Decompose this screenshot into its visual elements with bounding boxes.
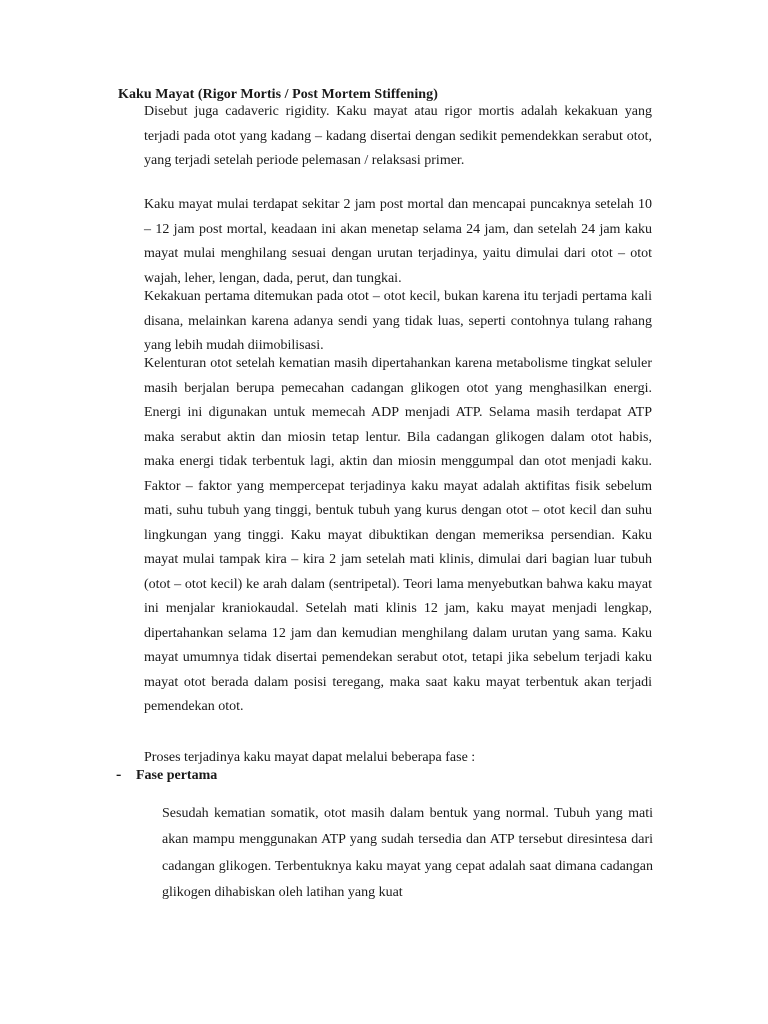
phase-title: Fase pertama	[136, 768, 218, 783]
process-intro: Proses terjadinya kaku mayat dapat melalui beberapa fase :	[144, 750, 476, 765]
phase-body: Sesudah kematian somatik, otot masih dalam bentuk yang normal. Tubuh yang mati akan mampu menggunakan ATP yang sudah tersedia dan ATP tersebut diresintesa dari cadangan glikogen. Terbentuknya kaku mayat yang cepat adalah saat dimana cadangan glikogen dihabiskan oleh latihan yang kuat	[162, 806, 653, 900]
paragraph-mechanism: Kelenturan otot setelah kematian masih dipertahankan karena metabolisme tingkat seluler masih berjalan berupa pemecahan cadangan glikogen otot yang menghasilkan energi. Energi ini digunakan untuk memecah ADP menjadi ATP. Selama masih terdapat ATP maka serabut aktin dan miosin tetap lentur. Bila cadangan glikogen dalam otot habis, maka energi tidak terbentuk lagi, aktin dan miosin menggumpal dan otot menjadi kaku. Faktor – faktor yang mempercepat terjadinya kaku mayat adalah aktifitas fisik sebelum mati, suhu tubuh yang tinggi, bentuk tubuh yang kurus dengan otot – otot kecil dan suhu lingkungan yang tinggi. Kaku mayat dibuktikan dengan memeriksa persendian. Kaku mayat mulai tampak kira – kira 2 jam setelah mati klinis, dimulai dari bagian luar tubuh (otot – otot kecil) ke arah dalam (sentripetal). Teori lama menyebutkan bahwa kaku mayat ini menjalar kraniokaudal. Setelah mati klinis 12 jam, kaku mayat menjadi lengkap, dipertahankan selama 12 jam dan kemudian menghilang dalam urutan yang sama. Kaku mayat umumnya tidak disertai pemendekan serabut otot, tetapi jika sebelum terjadi kaku mayat otot berada dalam posisi teregang, maka saat kaku mayat terbentuk akan terjadi pemendekan otot.	[144, 356, 652, 714]
paragraph-small-muscles: Kekakuan pertama ditemukan pada otot – otot kecil, bukan karena itu terjadi pertama kali disana, melainkan karena adanya sendi yang tidak luas, seperti contohnya tulang rahang yang lebih mudah diimobilisasi.	[144, 289, 652, 353]
paragraph-onset-timing: Kaku mayat mulai terdapat sekitar 2 jam post mortal dan mencapai puncaknya setelah 10 – 12 jam post mortal, keadaan ini akan menetap selama 24 jam, dan setelah 24 jam kaku mayat mulai menghilang sesuai dengan urutan terjadinya, yaitu dimulai dari otot – otot wajah, leher, lengan, dada, perut, dan tungkai.	[144, 197, 652, 286]
phase-heading	[116, 766, 217, 785]
section-heading: Kaku Mayat (Rigor Mortis / Post Mortem Stiffening)	[118, 87, 438, 102]
paragraph-definition: Disebut juga cadaveric rigidity. Kaku mayat atau rigor mortis adalah kekakuan yang terjadi pada otot yang kadang – kadang disertai dengan sedikit pemendekkan serabut otot, yang terjadi setelah periode pelemasan / relaksasi primer.	[144, 104, 652, 168]
bullet-dash: -	[116, 766, 122, 783]
